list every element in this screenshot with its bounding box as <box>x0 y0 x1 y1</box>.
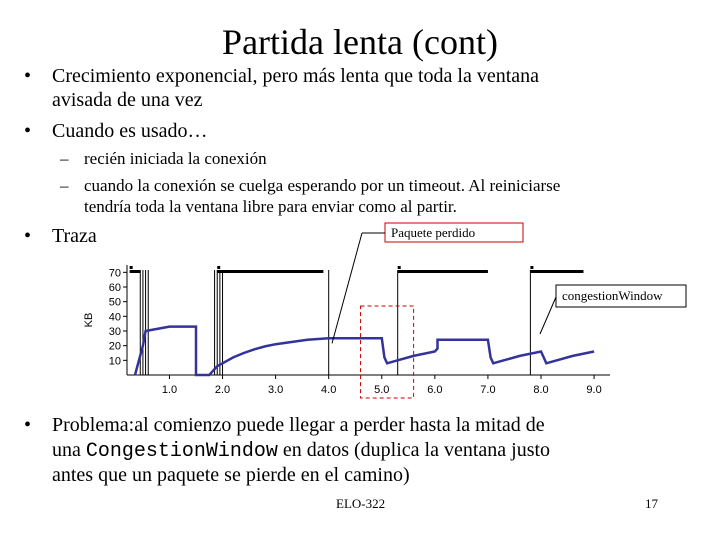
packet-burst-start <box>217 266 220 269</box>
bullet-4-line-2-start: una <box>52 439 86 461</box>
bullet-1-line-1: Crecimiento exponencial, pero más lenta que toda la ventana <box>52 65 540 87</box>
sub-bullet-1-marker: – <box>60 149 69 168</box>
chart-axes <box>83 265 610 375</box>
x-tick-label: 1.0 <box>161 384 178 396</box>
footer-course: ELO-322 <box>336 496 386 511</box>
packet-burst-bar <box>217 270 323 273</box>
cw-leader <box>540 297 556 334</box>
bullet-1-line-2: avisada de una vez <box>52 89 203 111</box>
bullet-2-text: Cuando es usado… <box>52 120 208 142</box>
sub-bullet-1-text: recién iniciada la conexión <box>84 149 267 168</box>
y-tick-label: 30 <box>108 326 121 338</box>
x-tick-label: 3.0 <box>267 384 284 396</box>
packet-burst-start <box>398 266 401 269</box>
sub-bullet-2-line-1: cuando la conexión se cuelga esperando por un timeout. Al reiniciarse <box>84 176 561 195</box>
packet-burst-start <box>130 266 133 269</box>
x-tick-label: 8.0 <box>533 384 549 396</box>
packet-burst-bar <box>530 270 583 273</box>
y-tick-label: 70 <box>108 267 121 280</box>
packet-burst-bar <box>130 270 141 273</box>
sub-bullet-2-line-2: tendría toda la ventana libre para enviar como al partir. <box>84 197 457 216</box>
bullet-4-line-2 <box>52 438 550 464</box>
packet-lost-label: Paquete perdido <box>391 225 476 240</box>
x-axis-ticks <box>162 375 602 396</box>
sub-bullet-2-marker: – <box>60 176 69 195</box>
cw-label: congestionWindow <box>562 288 663 303</box>
bullet-4-line-1: Problema:al comienzo puede llegar a perder hasta la mitad de <box>52 414 545 436</box>
y-tick-label: 40 <box>108 311 121 324</box>
x-tick-label: 7.0 <box>480 384 496 396</box>
congestion-window-line <box>135 327 594 375</box>
bullet-4-line-3: antes que un paquete se pierde en el camino) <box>52 464 410 486</box>
x-tick-label: 5.0 <box>374 384 390 396</box>
packet-lost-leader <box>332 233 362 343</box>
x-tick-label: 6.0 <box>427 384 443 396</box>
x-tick-label: 9.0 <box>586 384 602 396</box>
bullet-3-marker: • <box>24 225 32 247</box>
y-axis-label: KB <box>83 312 95 328</box>
bullet-1-marker: • <box>24 65 32 87</box>
bullet-3-text: Traza <box>52 225 97 247</box>
x-tick-label: 4.0 <box>321 384 337 396</box>
bullet-4-line-2-end: en datos (duplica la ventana justo <box>277 439 551 461</box>
y-tick-label: 50 <box>108 296 121 309</box>
bullet-4-marker: • <box>24 414 32 436</box>
bullet-2-marker: • <box>24 120 32 142</box>
congestion-window-code: CongestionWindow <box>85 440 278 463</box>
chart-annotations <box>332 223 686 343</box>
x-tick-label: 2.0 <box>214 384 231 396</box>
y-axis-ticks <box>109 267 127 367</box>
y-tick-label: 60 <box>108 282 121 294</box>
y-tick-label: 20 <box>108 340 121 353</box>
slide-title: Partida lenta (cont) <box>222 22 498 62</box>
y-tick-label: 10 <box>108 355 121 368</box>
footer-page-number: 17 <box>645 496 658 511</box>
packet-burst-start <box>530 266 533 269</box>
packets-sent-marks <box>130 266 584 375</box>
packet-burst-bar <box>398 270 488 273</box>
